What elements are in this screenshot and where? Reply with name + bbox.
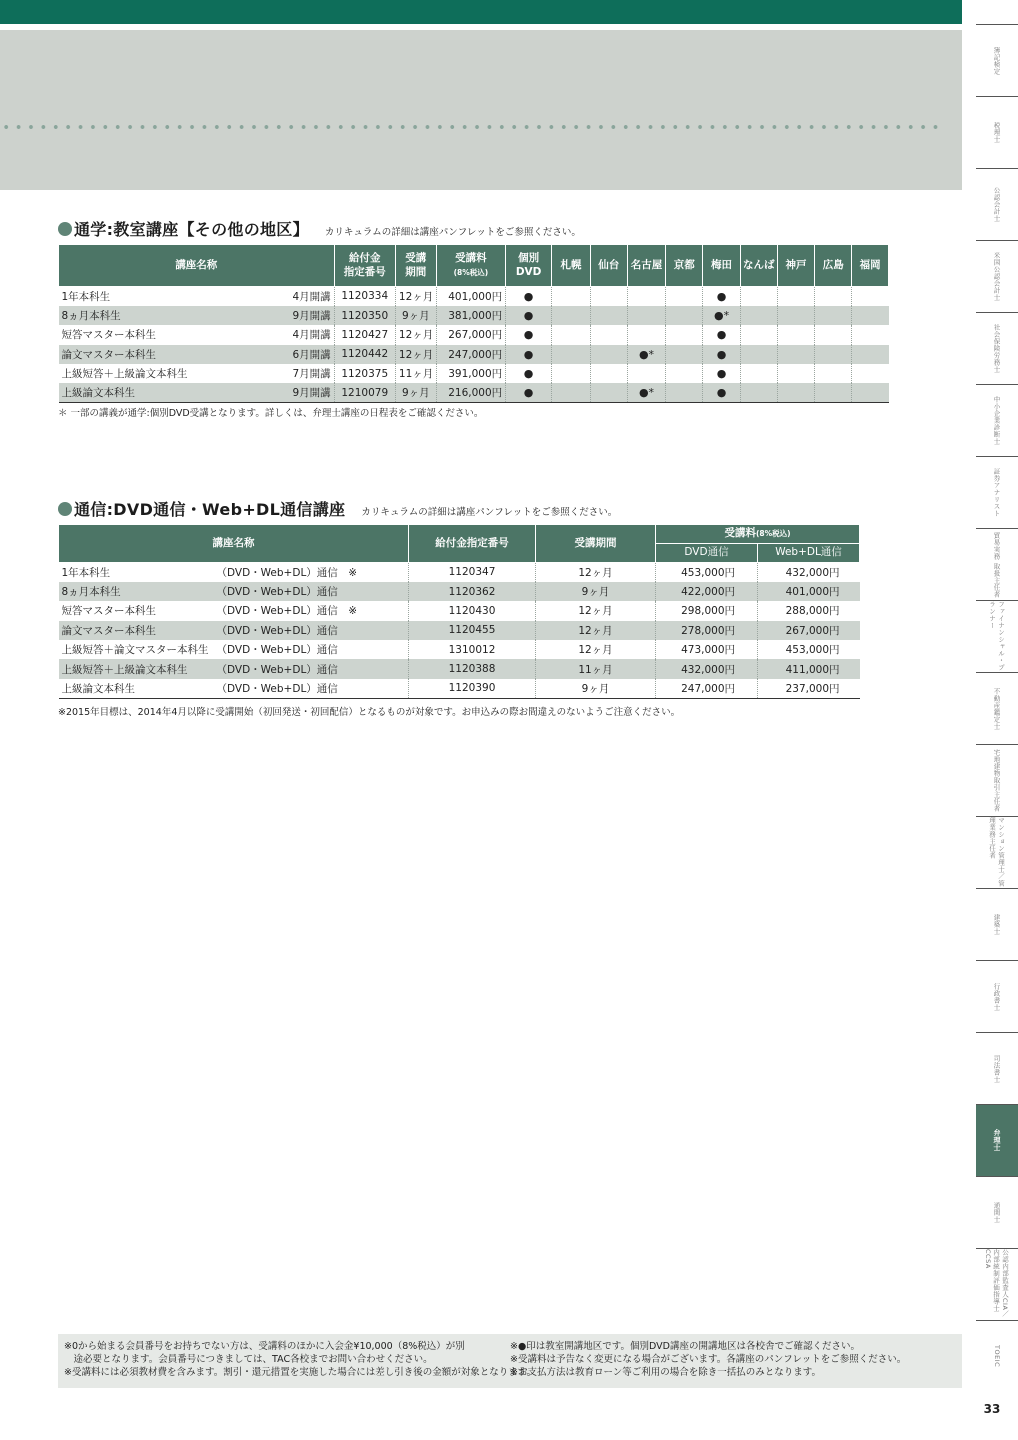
course-name-cell — [59, 364, 335, 383]
period-cell: 12ヶ月 — [536, 621, 656, 640]
bullet-icon — [58, 502, 72, 516]
course-name: 8ヵ月本科生 — [61, 586, 121, 599]
course-name-cell — [59, 325, 335, 344]
location-mark-cell: ●* — [627, 345, 666, 364]
fee-cell: 391,000円 — [436, 364, 505, 383]
location-mark-cell — [740, 345, 777, 364]
location-mark-cell: ● — [703, 325, 741, 344]
course-start: 4月開講 — [292, 290, 331, 303]
fee-dvd-cell: 432,000円 — [656, 659, 758, 678]
period-cell: 12ヶ月 — [536, 640, 656, 659]
location-mark-cell — [590, 383, 627, 402]
header-course-name: 講座名称 — [59, 525, 409, 563]
section2-heading — [58, 497, 617, 520]
table-row — [59, 659, 860, 678]
course-name: 上級短答＋論文マスター本科生 — [61, 644, 209, 657]
course-name: 上級論文本科生 — [61, 682, 135, 695]
note-line: 途必要となります。会員番号につきましては、TAC各校までお問い合わせください。 — [64, 1354, 433, 1365]
course-start: 9月開講 — [292, 387, 331, 400]
section2-title: 通信:DVD通信・Web+DL通信講座 — [74, 500, 346, 519]
header-period — [395, 245, 436, 287]
course-name: 論文マスター本科生 — [61, 348, 156, 361]
header-fee — [436, 245, 505, 287]
course-name-wrap — [62, 327, 331, 342]
table-row — [59, 563, 860, 582]
location-mark-cell — [552, 287, 591, 306]
location-mark-cell — [740, 325, 777, 344]
period-cell: 9ヶ月 — [536, 582, 656, 601]
notes-box — [58, 1334, 962, 1388]
side-index-label: ファイナンシャル・プランナー — [988, 601, 1005, 671]
header-fee-group — [656, 525, 860, 544]
code-cell: 1210079 — [334, 383, 395, 402]
side-index-label: 通関士 — [992, 1202, 1001, 1223]
section2-note: カリキュラムの詳細は講座パンフレットをご参照ください。 — [361, 507, 618, 518]
location-mark-cell — [777, 325, 815, 344]
side-index-tab[interactable] — [976, 1176, 1018, 1248]
header-fee-group-label: 受講料 — [724, 527, 756, 540]
code-cell: 1120350 — [334, 306, 395, 325]
side-index-tab[interactable] — [976, 528, 1018, 600]
location-mark-cell — [590, 325, 627, 344]
fee-dvd-cell: 473,000円 — [656, 640, 758, 659]
location-mark-cell — [590, 364, 627, 383]
header-code-line1: 給付金 — [349, 252, 381, 265]
course-name-cell — [59, 345, 335, 364]
side-index-tab[interactable] — [976, 816, 1018, 888]
fee-web-cell: 411,000円 — [758, 659, 860, 678]
course-mode: （DVD・Web+DL）通信 — [216, 624, 338, 637]
note-line: ※受講料は予告なく変更になる場合がございます。各講座のパンフレットをご参照ください。 — [510, 1354, 907, 1365]
header-location: 名古屋 — [627, 245, 666, 287]
header-fee-group-sub: (8%税込) — [755, 529, 791, 539]
course-start: 6月開講 — [292, 348, 331, 361]
location-mark-cell — [740, 364, 777, 383]
header-period-line1: 受講 — [405, 252, 427, 265]
course-start: 7月開講 — [292, 368, 331, 381]
location-mark-cell — [590, 287, 627, 306]
header-code: 給付金指定番号 — [409, 525, 536, 563]
side-index-tab[interactable] — [976, 456, 1018, 528]
header-location: 仙台 — [590, 245, 627, 287]
fee-dvd-cell: 278,000円 — [656, 621, 758, 640]
side-index-label: 不動産鑑定士 — [992, 687, 1001, 730]
side-index-tabs — [976, 24, 1018, 1392]
table-header-row — [59, 245, 889, 287]
note-line: ※●印は教室開講地区です。個別DVD講座の開講地区は各校舎でご確認ください。 — [510, 1341, 860, 1352]
location-mark-cell — [815, 287, 852, 306]
header-fee-dvd: DVD通信 — [656, 544, 758, 563]
fee-web-cell: 267,000円 — [758, 621, 860, 640]
location-mark-cell — [590, 306, 627, 325]
dvd-mark-cell: ● — [506, 364, 552, 383]
course-name-cell — [59, 383, 335, 402]
side-index-label: 公認会計士 — [992, 187, 1001, 222]
period-cell: 12ヶ月 — [395, 345, 436, 364]
code-cell: 1310012 — [409, 640, 536, 659]
period-cell: 9ヶ月 — [395, 306, 436, 325]
header-banner — [0, 30, 962, 190]
course-mode: （DVD・Web+DL）通信 — [216, 644, 338, 657]
location-mark-cell — [627, 364, 666, 383]
side-index-tab[interactable] — [976, 96, 1018, 168]
side-index-label: マンション管理士／管理業務主任者 — [988, 817, 1005, 887]
section1-heading — [58, 217, 581, 240]
fee-web-cell: 432,000円 — [758, 563, 860, 582]
table-row — [59, 306, 889, 325]
location-mark-cell — [852, 383, 889, 402]
period-cell: 9ヶ月 — [395, 383, 436, 402]
course-name: 論文マスター本科生 — [61, 624, 156, 637]
course-name-wrap — [62, 289, 331, 304]
side-index-tab[interactable] — [976, 888, 1018, 960]
course-mode: （DVD・Web+DL）通信 ※ — [216, 566, 358, 579]
side-index-tab[interactable] — [976, 24, 1018, 96]
location-mark-cell — [666, 345, 703, 364]
header-location: 梅田 — [703, 245, 741, 287]
note-line: ※受講料には必須教材費を含みます。割引・還元措置を実施した場合には差し引き後の金額が対象となります。 — [64, 1367, 536, 1378]
fee-web-cell: 288,000円 — [758, 601, 860, 620]
location-mark-cell — [552, 364, 591, 383]
table-row — [59, 383, 889, 402]
correspondence-course-table — [58, 524, 860, 699]
side-index-label: 社会保険労務士 — [992, 324, 1001, 373]
location-mark-cell — [815, 364, 852, 383]
fee-dvd-cell: 298,000円 — [656, 601, 758, 620]
code-cell: 1120334 — [334, 287, 395, 306]
course-name-cell — [59, 621, 409, 640]
dvd-mark-cell: ● — [506, 345, 552, 364]
note-line: ※0から始まる会員番号をお持ちでない方は、受講料のほかに入会金¥10,000（8%税込）が別 — [64, 1341, 465, 1352]
location-mark-cell — [852, 325, 889, 344]
side-index-label: 建築士 — [992, 914, 1001, 935]
side-index-label: 貿易実務 取扱主任者 — [992, 531, 1001, 598]
fee-web-cell: 453,000円 — [758, 640, 860, 659]
location-mark-cell — [852, 345, 889, 364]
classroom-course-table — [58, 244, 889, 403]
location-mark-cell — [815, 325, 852, 344]
dvd-mark-cell: ● — [506, 325, 552, 344]
dotted-divider — [0, 125, 940, 129]
side-index-label: 行政書士 — [992, 982, 1001, 1011]
header-period: 受講期間 — [536, 525, 656, 563]
course-name-cell — [59, 640, 409, 659]
location-mark-cell — [552, 383, 591, 402]
table-header-row — [59, 525, 860, 544]
code-cell: 1120442 — [334, 345, 395, 364]
period-cell: 12ヶ月 — [536, 563, 656, 582]
course-name-wrap — [62, 308, 331, 323]
table-row — [59, 325, 889, 344]
side-index-label: 中小企業診断士 — [992, 396, 1001, 445]
course-name-cell — [59, 659, 409, 678]
table-row — [59, 345, 889, 364]
code-cell: 1120347 — [409, 563, 536, 582]
page-number: 33 — [983, 1402, 1001, 1416]
note-line: ※お支払方法は教育ローン等ご利用の場合を除き一括払のみとなります。 — [510, 1367, 822, 1378]
location-mark-cell — [552, 325, 591, 344]
header-location: 広島 — [815, 245, 852, 287]
header-code-line2: 指定番号 — [343, 265, 386, 278]
course-name-cell — [59, 306, 335, 325]
code-cell: 1120430 — [409, 601, 536, 620]
course-name: 上級短答＋上級論文本科生 — [61, 368, 188, 381]
location-mark-cell — [815, 345, 852, 364]
side-index-tab[interactable] — [976, 672, 1018, 744]
top-color-bar — [0, 0, 962, 24]
fee-cell: 247,000円 — [436, 345, 505, 364]
dvd-mark-cell: ● — [506, 306, 552, 325]
dvd-mark-cell: ● — [506, 287, 552, 306]
side-index-label: 簿記検定 — [992, 46, 1001, 75]
header-dvd-line2: DVD — [515, 265, 542, 278]
location-mark-cell — [666, 287, 703, 306]
side-index-label: 宅地建物取引主任者 — [992, 749, 1001, 812]
course-name-cell — [59, 582, 409, 601]
code-cell: 1120362 — [409, 582, 536, 601]
side-index-tab[interactable] — [976, 1320, 1018, 1392]
course-name-cell — [59, 601, 409, 620]
side-index-tab[interactable] — [976, 744, 1018, 816]
location-mark-cell — [666, 383, 703, 402]
side-index-label: 米国公認会計士 — [992, 252, 1001, 301]
location-mark-cell — [740, 306, 777, 325]
location-mark-cell — [740, 383, 777, 402]
section1-footnote: ＊ 一部の講義が通学:個別DVD受講となります。詳しくは、弁理士講座の日程表をご確認ください。 — [58, 408, 484, 419]
location-mark-cell — [666, 364, 703, 383]
course-mode: （DVD・Web+DL）通信 — [216, 586, 338, 599]
side-index-label: TOEIC — [993, 1345, 1001, 1368]
location-mark-cell: ●* — [627, 383, 666, 402]
table-row — [59, 582, 860, 601]
dvd-mark-cell: ● — [506, 383, 552, 402]
section1-title: 通学:教室講座【その他の地区】 — [74, 220, 309, 239]
location-mark-cell — [590, 345, 627, 364]
course-name: 8ヵ月本科生 — [61, 310, 121, 323]
location-mark-cell: ●* — [703, 306, 741, 325]
bullet-icon — [58, 222, 72, 236]
table-row — [59, 287, 889, 306]
code-cell: 1120455 — [409, 621, 536, 640]
course-name-cell — [59, 287, 335, 306]
period-cell: 12ヶ月 — [395, 287, 436, 306]
table-row — [59, 364, 889, 383]
location-mark-cell: ● — [703, 364, 741, 383]
location-mark-cell — [627, 287, 666, 306]
period-cell: 11ヶ月 — [536, 659, 656, 678]
period-cell: 12ヶ月 — [395, 325, 436, 344]
table-row — [59, 640, 860, 659]
fee-cell: 381,000円 — [436, 306, 505, 325]
side-index-tab[interactable] — [976, 168, 1018, 240]
location-mark-cell — [815, 306, 852, 325]
header-code — [334, 245, 395, 287]
period-cell: 12ヶ月 — [536, 601, 656, 620]
course-name-cell — [59, 563, 409, 582]
side-index-tab[interactable] — [976, 1032, 1018, 1104]
side-index-tab[interactable] — [976, 1248, 1018, 1320]
side-index-label: 司法書士 — [992, 1054, 1001, 1083]
location-mark-cell — [852, 364, 889, 383]
course-name: 上級論文本科生 — [61, 387, 135, 400]
location-mark-cell — [777, 287, 815, 306]
course-name-wrap — [62, 366, 331, 381]
notes-left — [64, 1340, 536, 1379]
header-location: 福岡 — [852, 245, 889, 287]
location-mark-cell — [777, 383, 815, 402]
course-mode: （DVD・Web+DL）通信 ※ — [216, 605, 358, 618]
location-mark-cell: ● — [703, 345, 741, 364]
location-mark-cell — [815, 383, 852, 402]
course-name: 短答マスター本科生 — [61, 329, 156, 342]
section2-footnote: ※2015年目標は、2014年4月以降に受講開始（初回発送・初回配信）となるものが対象です。お申込みの際お間違えのないようご注意ください。 — [58, 707, 681, 718]
course-name: 上級短答＋上級論文本科生 — [61, 663, 188, 676]
fee-cell: 267,000円 — [436, 325, 505, 344]
fee-web-cell: 401,000円 — [758, 582, 860, 601]
fee-dvd-cell: 422,000円 — [656, 582, 758, 601]
course-name: 短答マスター本科生 — [61, 605, 156, 618]
fee-cell: 216,000円 — [436, 383, 505, 402]
code-cell: 1120390 — [409, 679, 536, 698]
header-location: 札幌 — [552, 245, 591, 287]
location-mark-cell — [552, 306, 591, 325]
table-row — [59, 601, 860, 620]
location-mark-cell — [777, 364, 815, 383]
side-index-tab[interactable] — [976, 600, 1018, 672]
code-cell: 1120427 — [334, 325, 395, 344]
location-mark-cell — [740, 287, 777, 306]
table-row — [59, 679, 860, 698]
location-mark-cell: ● — [703, 383, 741, 402]
location-mark-cell — [852, 287, 889, 306]
course-start: 9月開講 — [292, 310, 331, 323]
fee-web-cell: 237,000円 — [758, 679, 860, 698]
course-name: 1年本科生 — [61, 290, 111, 303]
side-index-tab[interactable] — [976, 1104, 1018, 1176]
course-name-wrap — [62, 347, 331, 362]
table-row — [59, 621, 860, 640]
side-index-tab[interactable] — [976, 384, 1018, 456]
fee-cell: 401,000円 — [436, 287, 505, 306]
location-mark-cell — [552, 345, 591, 364]
section1-note: カリキュラムの詳細は講座パンフレットをご参照ください。 — [324, 227, 581, 238]
location-mark-cell — [852, 306, 889, 325]
header-fee-line1: 受講料 — [455, 252, 487, 265]
location-mark-cell: ● — [703, 287, 741, 306]
location-mark-cell — [777, 306, 815, 325]
header-location: 神戸 — [777, 245, 815, 287]
side-index-tab[interactable] — [976, 960, 1018, 1032]
course-name-wrap — [62, 385, 331, 400]
header-dvd — [506, 245, 552, 287]
fee-dvd-cell: 247,000円 — [656, 679, 758, 698]
location-mark-cell — [666, 325, 703, 344]
header-fee-line2: (8%税込) — [453, 267, 489, 277]
period-cell: 11ヶ月 — [395, 364, 436, 383]
notes-right — [510, 1340, 906, 1379]
header-period-line2: 期間 — [405, 265, 427, 278]
period-cell: 9ヶ月 — [536, 679, 656, 698]
location-mark-cell — [627, 306, 666, 325]
location-mark-cell — [666, 306, 703, 325]
header-dvd-line1: 個別 — [518, 252, 540, 265]
side-index-label: 公認内部監査人CIA／内部統制評価指導士CCSA — [984, 1249, 1009, 1318]
header-fee-web: Web+DL通信 — [758, 544, 860, 563]
header-course-name: 講座名称 — [59, 245, 335, 287]
course-name: 1年本科生 — [61, 566, 111, 579]
course-mode: （DVD・Web+DL）通信 — [216, 682, 338, 695]
location-mark-cell — [627, 325, 666, 344]
code-cell: 1120388 — [409, 659, 536, 678]
course-mode: （DVD・Web+DL）通信 — [216, 663, 338, 676]
side-index-tab[interactable] — [976, 240, 1018, 312]
header-location: なんば — [740, 245, 777, 287]
location-mark-cell — [777, 345, 815, 364]
side-index-label: 証券アナリスト — [992, 468, 1001, 517]
code-cell: 1120375 — [334, 364, 395, 383]
fee-dvd-cell: 453,000円 — [656, 563, 758, 582]
side-index-tab[interactable] — [976, 312, 1018, 384]
side-index-label: 税理士 — [992, 122, 1001, 143]
side-index-label: 弁理士 — [993, 1129, 1001, 1152]
header-location: 京都 — [666, 245, 703, 287]
course-start: 4月開講 — [292, 329, 331, 342]
course-name-cell — [59, 679, 409, 698]
